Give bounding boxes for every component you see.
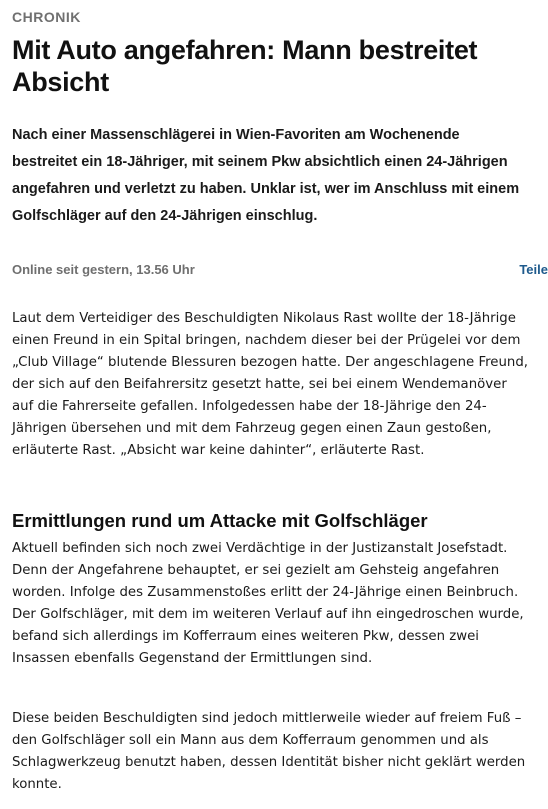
article-lead: Nach einer Massenschlägerei in Wien-Favoriten am Wochenende bestreitet ein 18-Jähriger, mit seinem Pkw absichtlich einen 24-Jährigen angefahren und verletzt zu haben. Unklar ist, wer im Anschluss mit einem Golfschläger auf den 24-Jährigen einschlug. <box>12 127 520 224</box>
section-kicker[interactable]: CHRONIK <box>12 9 81 25</box>
body-paragraph-3: Diese beiden Beschuldigten sind jedoch mittlerweile wieder auf freiem Fuß – den Golfschläger soll ein Mann aus dem Kofferraum genommen und als Schlagwerkzeug benutzt haben, dessen Identität bisher nicht geklärt werden konnte. <box>12 711 526 792</box>
article-headline: Mit Auto angefahren: Mann bestreitet Absicht <box>12 35 478 97</box>
article-subheading: Ermittlungen rund um Attacke mit Golfschläger <box>12 510 428 531</box>
body-paragraph-1: Laut dem Verteidiger des Beschuldigten Nikolaus Rast wollte der 18-Jährige einen Freund in ein Spital bringen, nachdem dieser bei der Prügelei vor dem „Club Village“ blutende Blessuren bezogen hatte. Der angeschlagene Freund, der sich auf den Beifahrersitz gesetzt hatte, sei bei einem Wendemanöver auf die Fahrerseite gefallen. Infolgedessen habe der 18-Jährige den 24-Jährigen übersehen und mit dem Fahrzeug gegen einen Zaun gestoßen, erläuterte Rast. „Absicht war keine dahinter“, erläuterte Rast. <box>12 311 529 458</box>
article-meta <box>12 260 548 280</box>
body-paragraph-2: Aktuell befinden sich noch zwei Verdächtige in der Justizanstalt Josefstadt. Denn der Angefahrene behauptet, er sei gezielt am Gehsteig angefahren worden. Infolge des Zusammenstoßes erlitt der 24-Jährige einen Beinbruch. Der Golfschläger, mit dem im weiteren Verlauf auf ihn eingedroschen wurde, befand sich allerdings im Kofferraum eines weiteren Pkw, dessen zwei Insassen ebenfalls Gegenstand der Ermittlungen sind. <box>12 541 524 666</box>
share-button[interactable]: Teile <box>519 262 548 277</box>
publish-timestamp: Online seit gestern, 13.56 Uhr <box>12 262 195 277</box>
